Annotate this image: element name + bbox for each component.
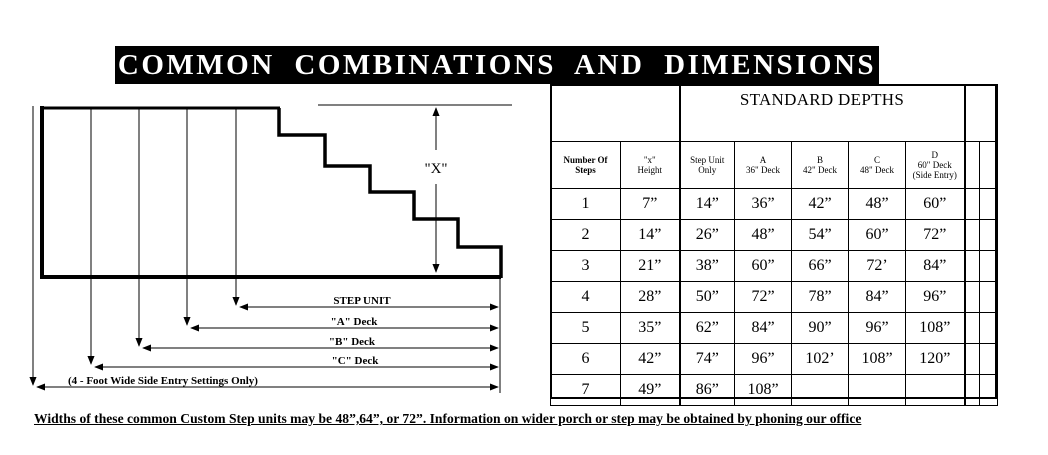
- table-cell: 72”: [906, 220, 965, 251]
- table-cell: 7”: [621, 189, 680, 220]
- table-header-row: [551, 142, 998, 189]
- table-cell: 86”: [680, 375, 735, 406]
- table-row: [551, 344, 998, 375]
- table-cell: [792, 375, 849, 406]
- table-cell: 7: [551, 375, 621, 406]
- header-c-deck: C 48" Deck: [849, 142, 906, 189]
- table-cell: 49”: [621, 375, 680, 406]
- table-row: [551, 220, 998, 251]
- table-cell: 62”: [680, 313, 735, 344]
- table-cell-blank: [965, 344, 980, 375]
- table-row: [551, 189, 998, 220]
- table-cell: 60”: [735, 251, 792, 282]
- table-cell: 72”: [735, 282, 792, 313]
- stair-profile: [40, 106, 501, 278]
- table-cell: 38”: [680, 251, 735, 282]
- table-cell: 42”: [621, 344, 680, 375]
- table-cell: 35”: [621, 313, 680, 344]
- table-cell-blank: [980, 282, 998, 313]
- table-cell: 28”: [621, 282, 680, 313]
- table-cell-blank: [965, 189, 980, 220]
- footer-note: Widths of these common Custom Step units may be 48”,64”, or 72”. Information on wider porch or step may be obtained by phoning our office: [34, 411, 862, 426]
- table-cell: 6: [551, 344, 621, 375]
- header-d-deck: D 60" Deck (Side Entry): [906, 142, 965, 189]
- table-cell: 96”: [849, 313, 906, 344]
- table-cell: 48”: [735, 220, 792, 251]
- table-cell: [849, 375, 906, 406]
- table-body: [551, 189, 998, 406]
- c-deck-label: "C" Deck: [331, 355, 379, 367]
- header-step-unit: Step Unit Only: [680, 142, 735, 189]
- table-cell: 84”: [735, 313, 792, 344]
- table-cell-blank: [965, 282, 980, 313]
- table-cell: 50”: [680, 282, 735, 313]
- table-cell: 72’: [849, 251, 906, 282]
- table-cell: 36”: [735, 189, 792, 220]
- table-row: [551, 282, 998, 313]
- dimension-lines: [33, 106, 500, 393]
- table-cell-blank: [980, 313, 998, 344]
- table-cell-blank: [965, 220, 980, 251]
- table-cell-blank: [980, 251, 998, 282]
- table-cell: 96”: [735, 344, 792, 375]
- page-title-text: COMMON COMBINATIONS AND DIMENSIONS: [117, 48, 877, 81]
- x-label: "X": [424, 161, 448, 177]
- table-cell: 4: [551, 282, 621, 313]
- table-cell-blank: [980, 344, 998, 375]
- standard-depths-heading: STANDARD DEPTHS: [680, 85, 965, 142]
- table-cell-blank: [980, 220, 998, 251]
- table-cell: 78”: [792, 282, 849, 313]
- side-entry-label: (4 - Foot Wide Side Entry Settings Only): [68, 375, 258, 387]
- table-cell: 108”: [906, 313, 965, 344]
- table-cell: 42”: [792, 189, 849, 220]
- table-row: [551, 313, 998, 344]
- table-cell: 2: [551, 220, 621, 251]
- table-row: [551, 251, 998, 282]
- table-cell: 3: [551, 251, 621, 282]
- table-top-row: [551, 85, 998, 142]
- table-cell-blank: [965, 375, 980, 406]
- table-cell: 74”: [680, 344, 735, 375]
- table-cell-blank: [965, 313, 980, 344]
- table-cell: 14”: [680, 189, 735, 220]
- table-cell-blank: [980, 189, 998, 220]
- table-cell: 66”: [792, 251, 849, 282]
- table-cell: 48”: [849, 189, 906, 220]
- table-cell: 26”: [680, 220, 735, 251]
- table-cell: [906, 375, 965, 406]
- table-row: [551, 375, 998, 406]
- b-deck-label: "B" Deck: [328, 336, 376, 348]
- table-cell: 54”: [792, 220, 849, 251]
- header-a-deck: A 36" Deck: [735, 142, 792, 189]
- table-cell-blank: [980, 375, 998, 406]
- table-cell: 108”: [735, 375, 792, 406]
- a-deck-label: "A" Deck: [330, 316, 378, 328]
- header-x-height: "x" Height: [621, 142, 680, 189]
- table-cell: 120”: [906, 344, 965, 375]
- table-cell: 84”: [849, 282, 906, 313]
- table-cell: 90”: [792, 313, 849, 344]
- table-cell: 108”: [849, 344, 906, 375]
- table-cell: 60”: [906, 189, 965, 220]
- table-cell-blank: [965, 251, 980, 282]
- header-b-deck: B 42" Deck: [792, 142, 849, 189]
- step-diagram: [0, 0, 550, 405]
- table-cell: 5: [551, 313, 621, 344]
- step-unit-label: STEP UNIT: [333, 295, 391, 307]
- table-cell: 84”: [906, 251, 965, 282]
- table-cell: 21”: [621, 251, 680, 282]
- table-cell: 102’: [792, 344, 849, 375]
- dimensions-table: [550, 84, 998, 406]
- header-number-of-steps: Number Of Steps: [551, 142, 621, 189]
- table-cell: 96”: [906, 282, 965, 313]
- table-cell: 14”: [621, 220, 680, 251]
- table-cell: 1: [551, 189, 621, 220]
- table-cell: 60”: [849, 220, 906, 251]
